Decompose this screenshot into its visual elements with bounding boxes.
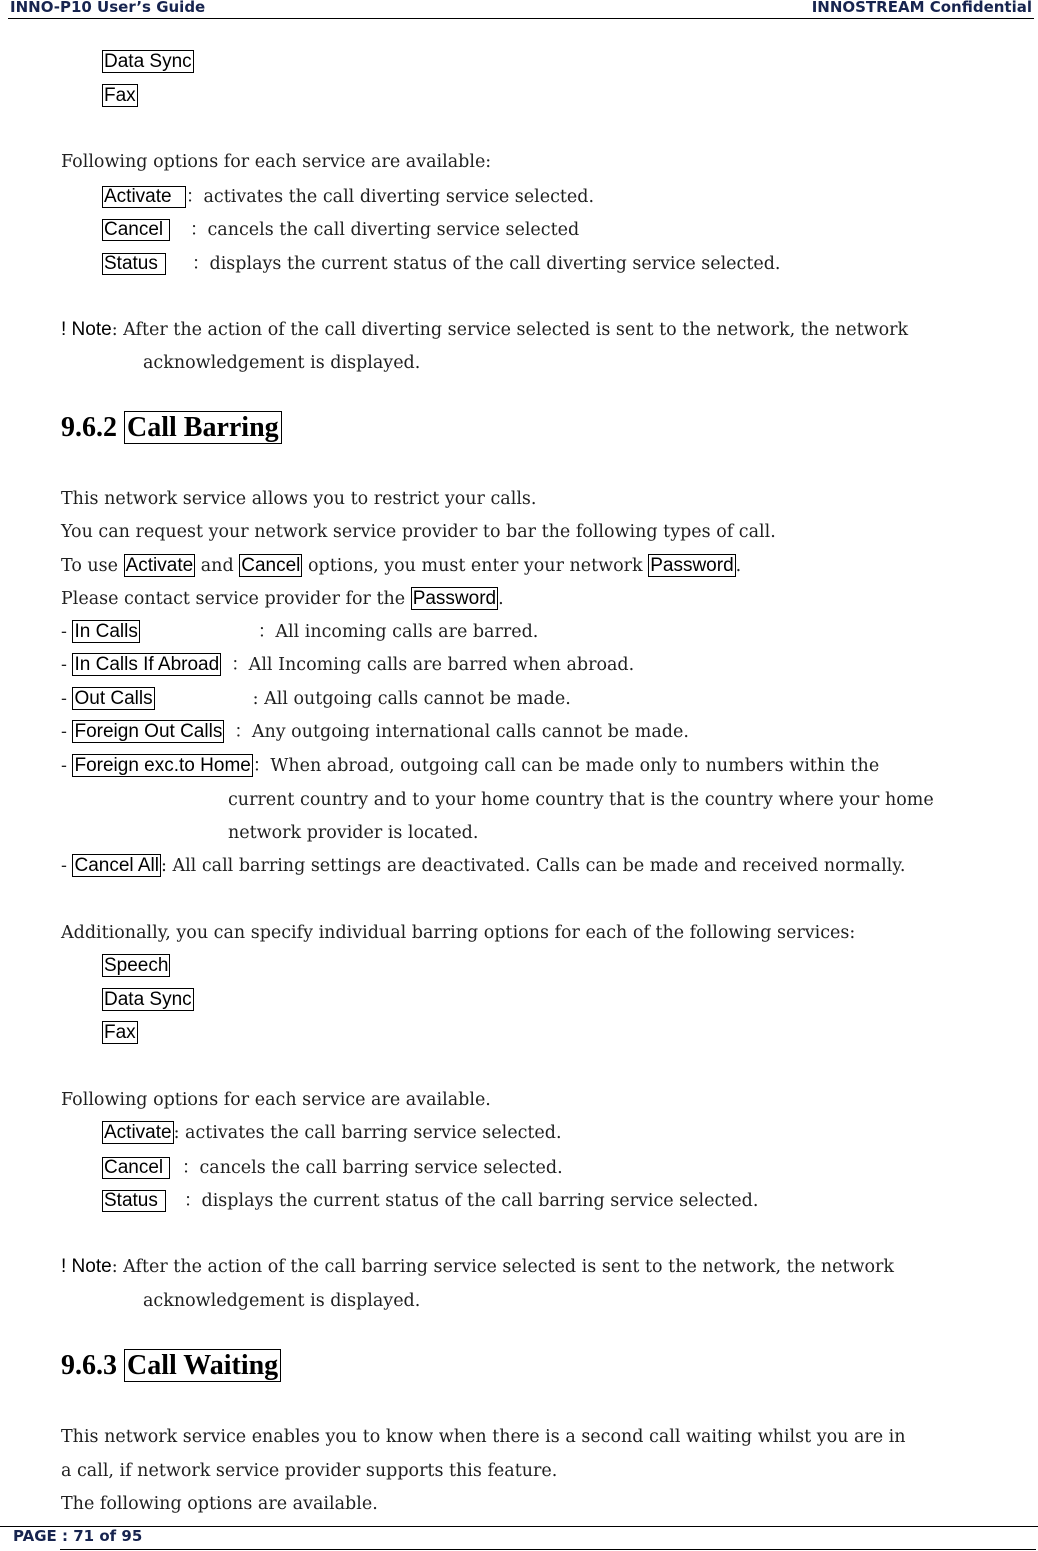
barring-desc: : All call barring settings are deactivated. Calls can be made and received normally. bbox=[160, 856, 906, 876]
barring-options-intro: Following options for each service are available. bbox=[61, 1090, 491, 1110]
footer-rule bbox=[0, 1526, 1038, 1527]
option-desc: ：displays the current status of the call diverting service selected. bbox=[192, 254, 781, 274]
option-label: Activate bbox=[102, 186, 186, 208]
barring-continuation: network provider is located. bbox=[228, 823, 479, 843]
password-term: Password bbox=[412, 588, 497, 609]
footer-rule bbox=[60, 1549, 1036, 1550]
barring-label: Foreign Out Calls bbox=[74, 721, 223, 742]
barring-label: Out Calls bbox=[74, 688, 153, 709]
section-heading bbox=[61, 1350, 281, 1382]
service-item bbox=[102, 956, 170, 976]
service-label: Fax bbox=[104, 85, 136, 106]
note-line: ! Note: After the action of the call diverting service selected is sent to the network, the network bbox=[61, 319, 909, 340]
activate-term: Activate bbox=[125, 555, 194, 576]
option-item bbox=[102, 186, 594, 208]
barring-label: In Calls If Abroad bbox=[74, 654, 220, 675]
option-label: Cancel bbox=[102, 1157, 170, 1179]
note-label: ! Note bbox=[61, 1256, 112, 1277]
service-label: Data Sync bbox=[104, 51, 192, 72]
header-confidential: INNOSTREAM Confidential bbox=[811, 0, 1032, 16]
note-label: ! Note bbox=[61, 319, 112, 340]
page-number: PAGE : 71 of 95 bbox=[13, 1527, 143, 1545]
option-item bbox=[102, 1157, 563, 1179]
barring-desc: ：Any outgoing international calls cannot be made. bbox=[234, 722, 689, 742]
barring-type: - Out Calls : All outgoing calls cannot be made. bbox=[61, 688, 571, 709]
barring-type: - Foreign exc.to Home ：When abroad, outgoing call can be made only to numbers within the bbox=[61, 755, 880, 776]
barring-type: - In Calls If Abroad ：All Incoming calls are barred when abroad. bbox=[61, 654, 635, 675]
barring-label: Foreign exc.to Home bbox=[74, 755, 251, 776]
note-continuation: acknowledgement is displayed. bbox=[143, 1291, 421, 1311]
section-title: Call Barring bbox=[124, 411, 282, 444]
option-item bbox=[102, 219, 579, 241]
barring-type: - Foreign Out Calls ：Any outgoing international calls cannot be made. bbox=[61, 721, 689, 742]
additional-intro: Additionally, you can specify individual barring options for each of the following services: bbox=[61, 923, 856, 943]
page-header bbox=[8, 0, 1034, 19]
paragraph-line: Please contact service provider for the Password . bbox=[61, 588, 504, 609]
paragraph-line: This network service enables you to know when there is a second call waiting whilst you are in bbox=[61, 1427, 906, 1447]
divert-options-intro: Following options for each service are available: bbox=[61, 152, 492, 172]
option-item bbox=[102, 1123, 562, 1143]
paragraph-line: a call, if network service provider supports this feature. bbox=[61, 1461, 558, 1481]
service-item bbox=[102, 990, 194, 1010]
barring-label: In Calls bbox=[74, 621, 138, 642]
paragraph-line: You can request your network service provider to bar the following types of call. bbox=[61, 522, 776, 542]
service-item bbox=[102, 1023, 138, 1043]
option-item bbox=[102, 253, 781, 275]
option-desc: : activates the call barring service selected. bbox=[173, 1123, 562, 1143]
section-heading bbox=[61, 412, 282, 444]
barring-desc: : All outgoing calls cannot be made. bbox=[252, 689, 571, 709]
service-label: Data Sync bbox=[104, 989, 192, 1010]
section-title: Call Waiting bbox=[124, 1349, 281, 1382]
service-label: Speech bbox=[104, 955, 169, 976]
service-item bbox=[102, 86, 138, 106]
service-label: Fax bbox=[104, 1022, 136, 1043]
header-title: INNO-P10 User’s Guide bbox=[10, 0, 206, 16]
note-continuation: acknowledgement is displayed. bbox=[143, 353, 421, 373]
option-item bbox=[102, 1190, 758, 1212]
barring-desc: ：When abroad, outgoing call can be made only to numbers within the bbox=[252, 756, 880, 776]
barring-type: - Cancel All : All call barring settings are deactivated. Calls can be made and received normally. bbox=[61, 855, 906, 876]
option-label: Status bbox=[102, 253, 166, 275]
paragraph-line: The following options are available. bbox=[61, 1494, 378, 1514]
option-desc: ：cancels the call barring service selected. bbox=[182, 1158, 563, 1178]
paragraph-line: This network service allows you to restrict your calls. bbox=[61, 489, 537, 509]
option-label: Cancel bbox=[102, 219, 170, 241]
option-label: Status bbox=[102, 1190, 166, 1212]
cancel-term: Cancel bbox=[241, 555, 301, 576]
service-item bbox=[102, 52, 194, 72]
barring-label: Cancel All bbox=[74, 855, 159, 876]
barring-desc: ：All incoming calls are barred. bbox=[257, 622, 539, 642]
barring-continuation: current country and to your home country that is the country where your home bbox=[228, 790, 934, 810]
section-number: 9.6.2 bbox=[61, 412, 117, 443]
option-desc: ：activates the call diverting service selected. bbox=[186, 187, 595, 207]
barring-desc: ：All Incoming calls are barred when abroad. bbox=[231, 655, 635, 675]
barring-type: - In Calls ：All incoming calls are barred. bbox=[61, 621, 539, 642]
note-line: ! Note: After the action of the call barring service selected is sent to the network, the network bbox=[61, 1256, 895, 1277]
section-number: 9.6.3 bbox=[61, 1350, 117, 1381]
option-label: Activate bbox=[104, 1122, 172, 1143]
paragraph-line: To use Activate and Cancel options, you must enter your network Password . bbox=[61, 555, 742, 576]
password-term: Password bbox=[650, 555, 734, 576]
option-desc: ：cancels the call diverting service selected bbox=[190, 220, 580, 240]
option-desc: ：displays the current status of the call barring service selected. bbox=[184, 1191, 759, 1211]
